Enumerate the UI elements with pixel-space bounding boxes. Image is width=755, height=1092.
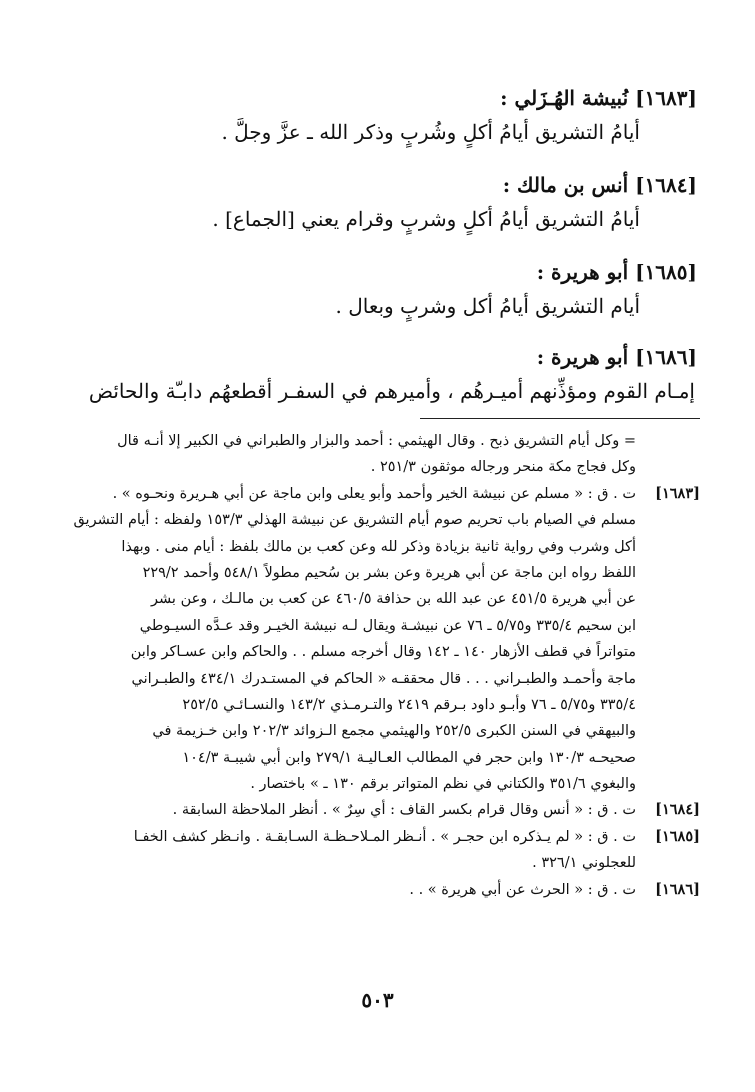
- footnote-line: اللفظ رواه ابن ماجة عن أبي هريرة وعن بشر بن سُحيم مطولاً ٥٤٨/١ وأحمد ٢٢٩/٢: [142, 564, 636, 581]
- entry-heading-1684: [١٦٨٤] أنس بن مالك :: [502, 173, 697, 197]
- footnote-divider: [420, 418, 700, 419]
- footnote-line: = وكل أيام التشريق ذبح . وقال الهيثمي : أحمد والبزار والطبراني في الكبير إلا أنـه قال: [117, 433, 636, 449]
- footnote-line: للعجلوني ٣٢٦/١ .: [532, 855, 636, 872]
- entry-text-1683: أيامُ التشريق أيامُ أكلٍ وشُربٍ وذكر الله ـ عزَّ وجلَّ .: [221, 120, 640, 144]
- footnote-line: ابن سحيم ٣٣٥/٤ و٥/٧٥ ـ ٧٦ عن نبيشـة ويقال لـه نبيشة الخيـر وقد عـدَّه السيـوطي: [139, 617, 636, 634]
- entry-text-1685: أيام التشريق أيامُ أكل وشربٍ وبعال .: [335, 294, 640, 318]
- page-number: ٥٠٣: [361, 988, 394, 1012]
- entry-heading-1685: [١٦٨٥] أبو هريرة :: [536, 260, 697, 284]
- footnote-line: والبغوي ٣٥١/٦ والكتاني في نظم المتواتر برقم ١٣٠ ـ » باختصار .: [250, 776, 636, 793]
- entry-heading-1686: [١٦٨٦] أبو هريرة :: [536, 345, 697, 369]
- entry-heading-1683: [١٦٨٣] نُبيشة الهُـزَلي :: [500, 86, 697, 110]
- entry-text-1684: أيامُ التشريق أيامُ أكلٍ وشربٍ وقرام يعني [الجماع] .: [212, 207, 640, 231]
- footnote-line: [١٦٨٣]ت . ق : « مسلم عن نبيشة الخير وأحمد وأبو يعلى وابن ماجة عن أبي هـريرة ونحـوه » .: [112, 484, 700, 502]
- footnote-line: وكل فجاج مكة منحر ورجاله موثقون ٢٥١/٣ .: [370, 459, 636, 476]
- entry-text-1686: إمـام القوم ومؤذِّنهم أميـرهُم ، وأميرهم في السفـر أقطعهُم دابـّة والحائض: [88, 379, 695, 403]
- footnote-line: والبيهقي في السنن الكبرى ٢٥٢/٥ والهيثمي مجمع الـزوائد ٢٠٢/٣ وابن خـزيمة في: [152, 723, 636, 740]
- footnote-line: صحيحـه ١٣٠/٣ وابن حجر في المطالب العـاليـة ٢٧٩/١ وابن أبي شيبـة ١٠٤/٣: [182, 749, 636, 766]
- footnote-line: [١٦٨٥]ت . ق : « لم يـذكره ابن حجـر » . أنـظر المـلاحـظـة السـابقـة . وانـظر كشف الخفـا: [133, 827, 700, 845]
- footnote-line: عن أبي هريرة ٤٥١/٥ عن عبد الله بن حذافة ٤٦٠/٥ عن كعب بن مالـك ، وعن بشر: [150, 591, 636, 608]
- footnote-line: ٣٣٥/٤ و٥/٧٥ ـ ٧٦ وأبـو داود بـرقم ٢٤١٩ والتـرمـذي ١٤٣/٢ والنسـائـي ٢٥٢/٥: [182, 696, 636, 713]
- footnote-line: ماجة وأحمـد والطبـراني . . . قال محققـه « الحاكم في المستـدرك ٤٣٤/١ والطبـراني: [131, 670, 636, 687]
- footnote-line: مسلم في الصيام باب تحريم صوم أيام التشريق عن نبيشة الهذلي ١٥٣/٣ ولفظه : أيام التشريق: [73, 512, 636, 529]
- footnote-line: [١٦٨٤]ت . ق : « أنس وقال قرام بكسر القاف : أي سِرٌ » . أنظر الملاحظة السابقة .: [172, 801, 700, 819]
- footnotes: [55, 428, 700, 903]
- footnote-line: أكل وشرب وفي رواية ثانية بزيادة وذكر لله وعن كعب بن مالك بلفظ : أيام منى . وبهذا: [121, 538, 636, 555]
- footnote-line: متواتراً في قطف الأزهار ١٤٠ ـ ١٤٢ وقال أخرجه مسلم . . والحاكم وابن عسـاكر وابن: [130, 644, 636, 661]
- footnote-line: [١٦٨٦]ت . ق : « الحرث عن أبي هريرة » . .: [409, 880, 700, 898]
